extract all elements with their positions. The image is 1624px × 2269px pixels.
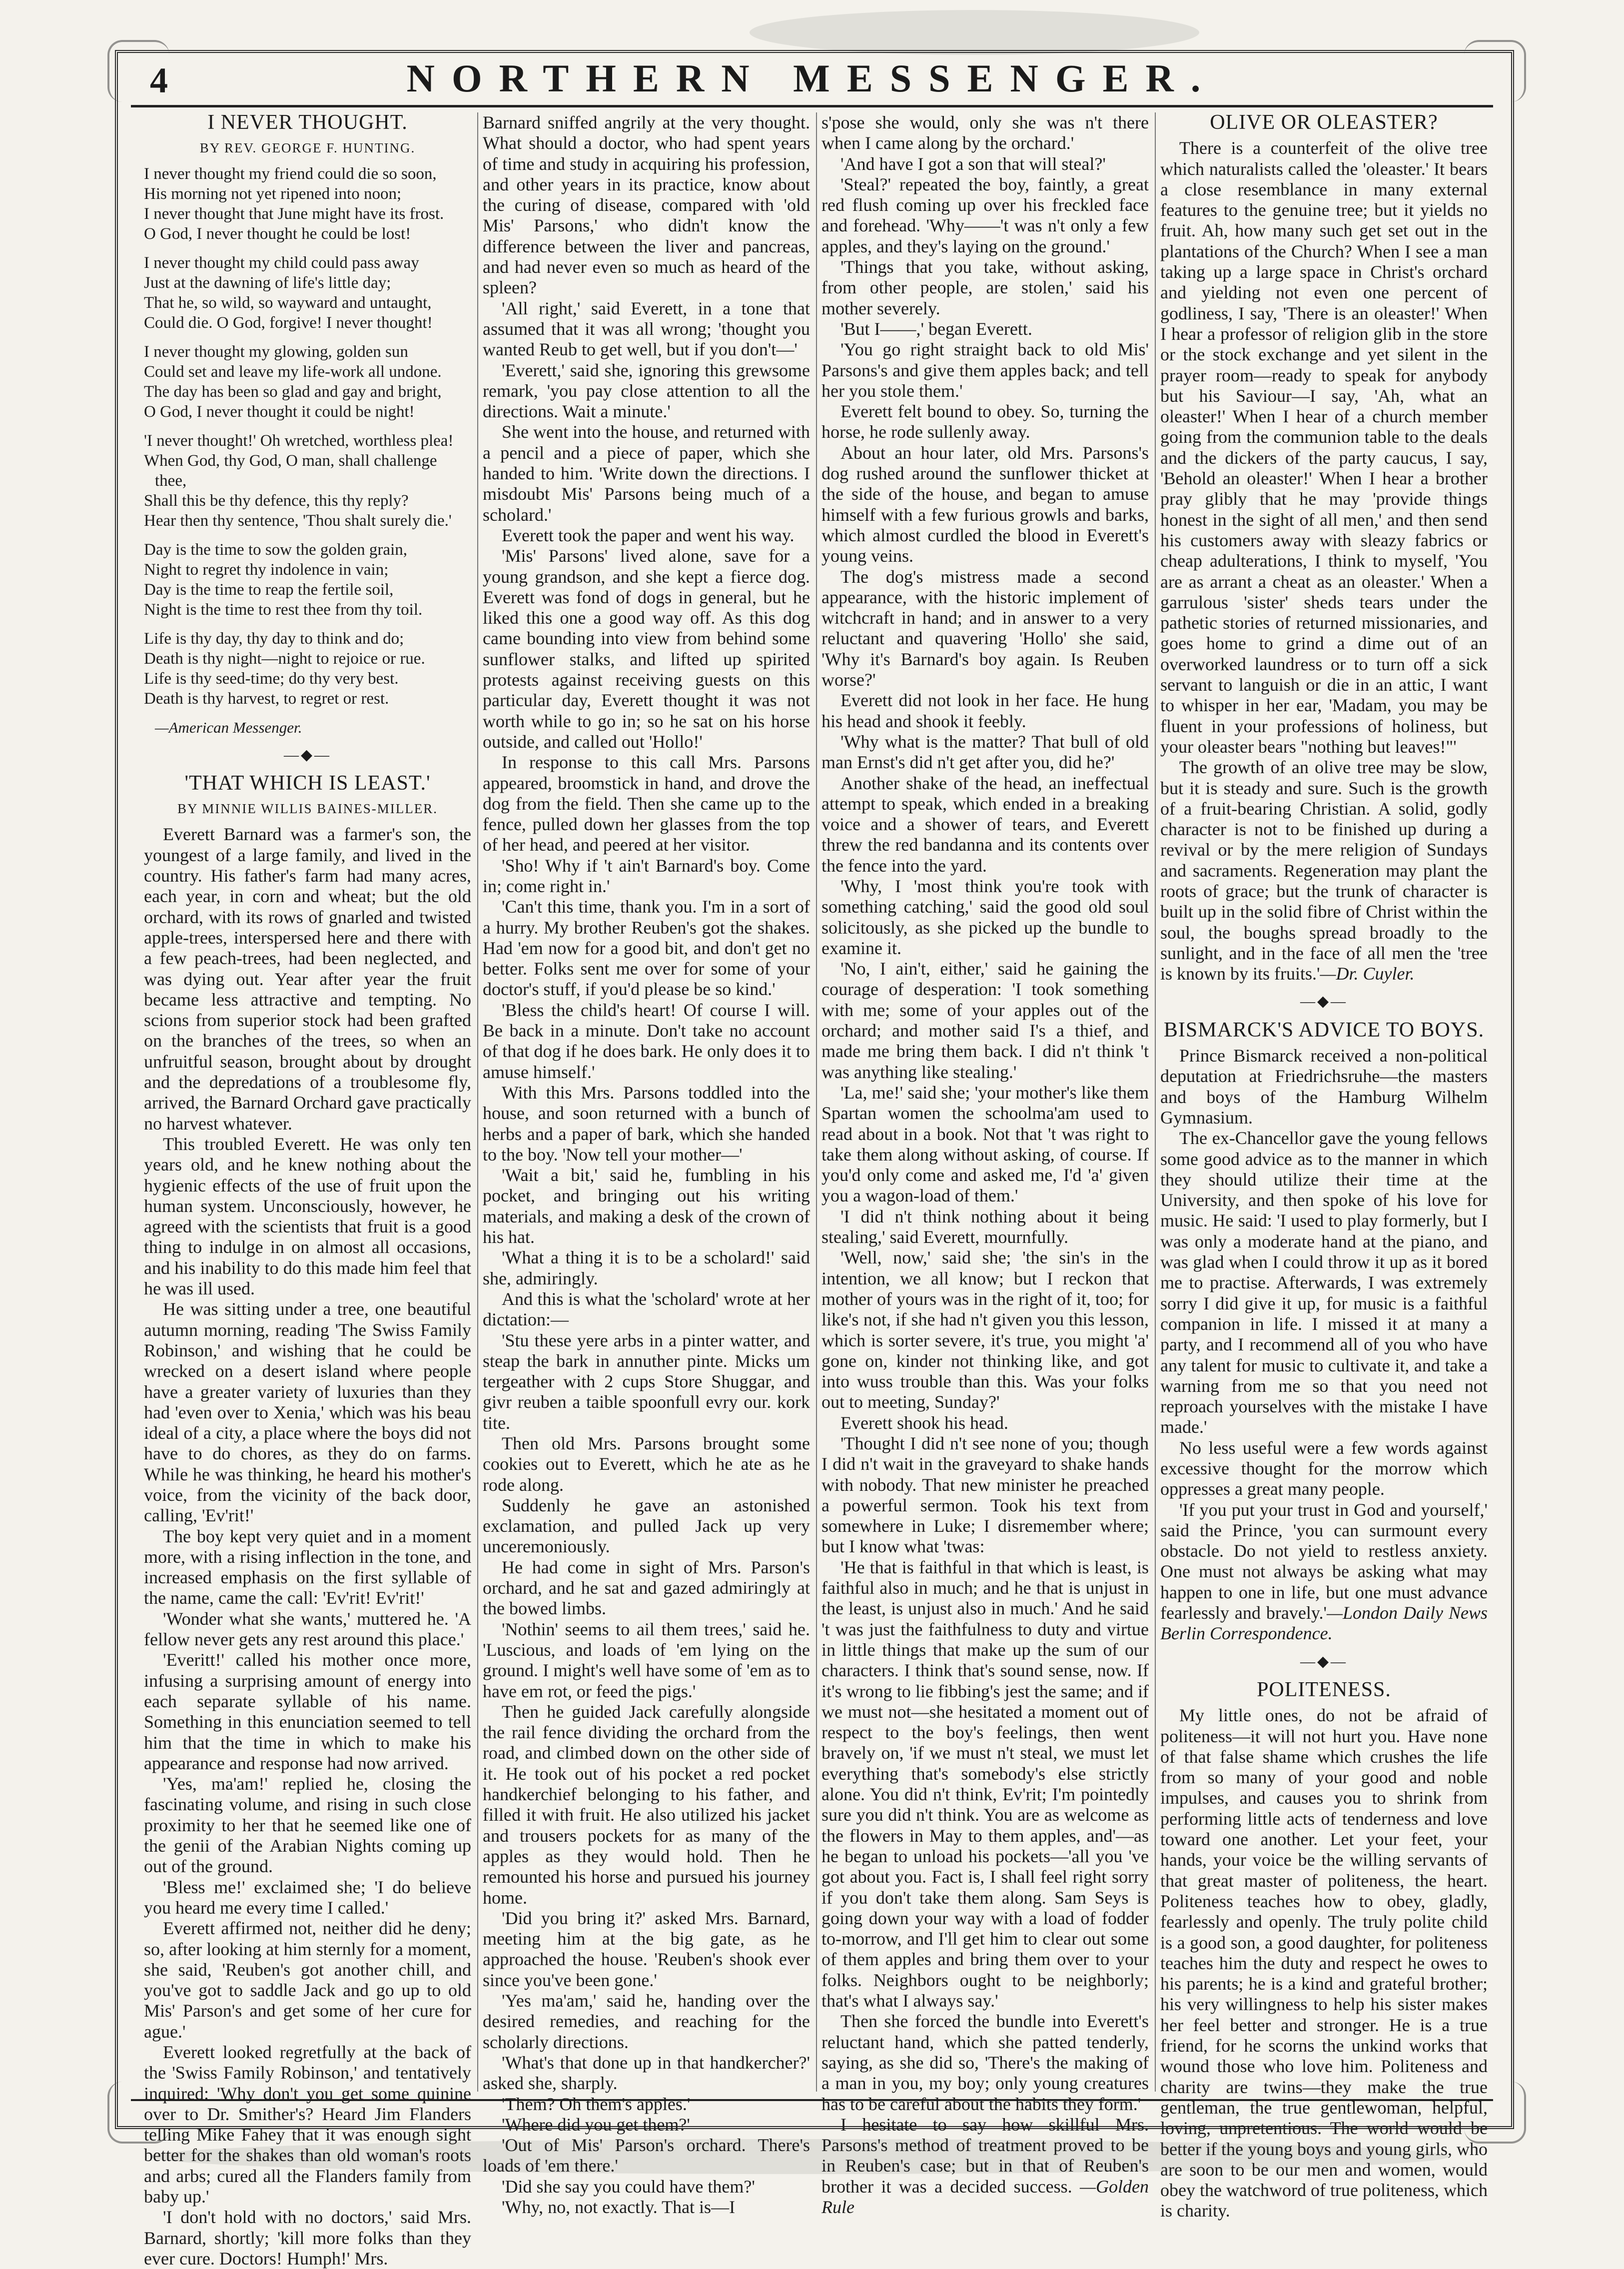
poem-line: Could set and leave my life-work all undone. [144, 362, 442, 381]
olive-source: —Dr. Cuyler. [1320, 964, 1415, 984]
column-divider [1155, 112, 1156, 2092]
column-divider [477, 112, 478, 2092]
poem-line: O God, I never thought he could be lost! [144, 224, 411, 243]
story-source: —Golden Rule [821, 2176, 1149, 2217]
poem-line: I never thought my glowing, golden sun [144, 342, 408, 361]
story-paragraph: 'Bless the child's heart! Of course I will. Be back in a minute. Don't take no account of that dog if he does bark. He only does it to amuse himself.' [483, 1000, 810, 1082]
olive-paragraph: There is a counterfeit of the olive tree which naturalists called the 'oleaster.' It bears a close resemblance in many external features to the genuine tree; but it yields no fruit. Ah, how many such get set out in the plantations of the Church? When I see a man taking up a large space in Christ's orchard and yielding not even one percent of godliness, I say, 'There is an oleaster!' When I hear a professor of religion glib in the store or the stock exchange and yet silent in the prayer room—ready to speak for anybody but his Saviour—I say, 'Ah, what an oleaster!' When I hear of a church member going from the communion table to the deals and the dickers of the party caucus, I say, 'Behold an oleaster!' When I hear a brother pray glibly that he may 'provide things honest in the sight of all men,' and then send his customers away with sleazy fabrics or cheap adulterations, I think to myself, 'You are as arrant a cheat as an oleaster.' When a garrulous 'sister' sheds tears under the pathetic stories of returned missionaries, and goes home to grind a dime out of an overworked laundress or to turn off a sick servant to languish or die in an attic, I want to whisper in her ear, 'Madam, you may be fluent in your professions of holiness, but your oleaster bears "nothing but leaves!"' [1160, 138, 1488, 757]
story-paragraph: About an hour later, old Mrs. Parsons's dog rushed around the sunflower thicket at the side of the house, and began to amuse himself with a few furious growls and barks, which almost curdled the blood in Everett's young veins. [821, 442, 1149, 566]
poem-line: Just at the dawning of life's little day; [144, 273, 391, 292]
story-paragraph: 'Them? Oh them's apples.' [502, 2094, 691, 2114]
story-paragraph: 'Can't this time, thank you. I'm in a sort of a hurry. My brother Reuben's got the shakes. Had 'em now for a good bit, and don't get no better. Folks sent me over for some of your doctor's stuff, if you'd please be so kind.' [483, 897, 810, 1000]
story-paragraph: Another shake of the head, an ineffectual attempt to speak, which ended in a breaking voice and a shower of tears, and Everett threw the red bandanna and its contents over the fence into the yard. [821, 773, 1149, 876]
story-paragraph: 'Everitt!' called his mother once more, infusing a surprising amount of energy into each separate syllable of his name. Something in this enunciation seemed to tell him that the time in which to make his appearance and response had now arrived. [144, 1650, 471, 1773]
section-separator: —◆— [1300, 993, 1348, 1010]
story-paragraph: 'Bless me!' exclaimed she; 'I do believe you heard me every time I called.' [144, 1877, 471, 1918]
olive-title: OLIVE OR OLEASTER? [1210, 111, 1438, 134]
story-paragraph: And this is what the 'scholard' wrote at her dictation:— [483, 1288, 810, 1330]
story-paragraph: s'pose she would, only she was n't there when I came along by the orchard.' [821, 112, 1149, 153]
poem-line: O God, I never thought it could be night! [144, 402, 415, 421]
story-paragraph: This troubled Everett. He was only ten years old, and he knew nothing about the hygienic effects of the use of fruit upon the human system. Unconsciously, however, he agreed with the scientists that fruit is a good thing to indulge in on almost all occasions, and his inability to do this made him feel that he was ill used. [144, 1134, 471, 1299]
story-paragraph: The boy kept very quiet and in a moment more, with a rising inflection in the tone, and increased emphasis on the first syllable of the name, came the call: 'Ev'rit! Ev'rit!' [144, 1526, 471, 1608]
poem-line: I never thought my child could pass away [144, 253, 419, 272]
story-paragraph-text: I hesitate to say how skillful Mrs. Parsons's method of treatment proved to be in Reuben's case; but in that of Reuben's brother it was a decided success. [821, 2114, 1149, 2197]
story-paragraph: 'Did she say you could have them?' [502, 2176, 755, 2197]
politeness-paragraph: My little ones, do not be afraid of politeness—it will not hurt you. Have none of that false shame which crushes the life from so many of your good and noble impulses, and causes you to shrink from performing little acts of tenderness and love toward one another. Let your feet, your hands, your voice be the willing servants of that great master of politeness, the heart. Politeness teaches how to obey, gladly, fearlessly and openly. The truly polite child is a good son, a good daughter, for politeness teaches him the duty and respect he owes to his parents; he is a kind and grateful brother; his very willingness to help his sister makes her feel better and stronger. He is a true friend, for he scorns the unkind works that wound those who love him. Politeness and charity are twins—they make the true gentleman, the true gentlewoman, helpful, loving, unpretentious. The world would be better if the young boys and young girls, who are soon to be our men and women, would obey the watchword of true politeness, which is charity. [1160, 1705, 1488, 2221]
bismarck-paragraph: No less useful were a few words against excessive thought for the morrow which oppresses a great many people. [1160, 1437, 1488, 1499]
poem-line: Day is the time to reap the fertile soil, [144, 580, 394, 599]
poem-stanza [144, 540, 471, 620]
story-paragraph: In response to this call Mrs. Parsons appeared, broomstick in hand, and drove the dog from the field. Then she came up to the fence, pulled down her glasses from the top of her head, and peered at her visitor. [483, 752, 810, 855]
poem-line: Hear then thy sentence, 'Thou shalt surely die.' [144, 511, 452, 530]
story-paragraph: 'Where did you get them?' [502, 2114, 690, 2135]
story-body-col1 [144, 824, 471, 2269]
story-paragraph: Then she forced the bundle into Everett's reluctant hand, which she patted tenderly, saying, as she did so, 'There's the making of a man in you, my boy; only young creatures has to be careful about the habits they form.' [821, 2011, 1149, 2114]
story-paragraph: Everett looked regretfully at the back of the 'Swiss Family Robinson,' and tentatively inquired: 'Why don't you get some quinine over to Dr. Smither's? Heard Jim Flanders telling Mike Fahey that it was enough sight better for the shakes than old woman's roots and arbs; cured all the Flanders family from baby up.' [144, 2042, 471, 2207]
story-paragraph: Everett Barnard was a farmer's son, the youngest of a large family, and lived in the country. His father's farm had many acres, each year, in corn and wheat; but the old orchard, with its rows of gnarled and twisted apple-trees, interspersed here and there with a few peach-trees, had been neglected, and was dying out. Year after year the fruit became less attractive and tempting. No scions from superior stock had been grafted on the branches of the trees, so when an unfruitful season, brought about by drought and the depredations of a troublesome fly, arrived, the Barnard Orchard gave practically no harvest whatever. [144, 824, 471, 1134]
poem-line: Could die. O God, forgive! I never thought! [144, 313, 433, 332]
poem-line: Life is thy seed-time; do thy very best. [144, 669, 399, 688]
story-paragraph: 'Did you bring it?' asked Mrs. Barnard, meeting him at the big gate, as he approached the house. 'Reuben's shook ever since you've been gone.' [483, 1908, 810, 1990]
story-paragraph: 'No, I ain't, either,' said he gaining the courage of desperation: 'I took something with me; some of your apples out of the orchard; and mother said I's a thief, and made me bring them back. I did n't think 't was anything like stealing.' [821, 959, 1149, 1082]
bismarck-paragraph-text: 'If you put your trust in God and yourself,' said the Prince, 'you can surmount every obstacle. Do not yield to restless anxiety. One must not always be asking what may happen to one in life, but one must advance fearlessly and bravely.' [1160, 1499, 1488, 1623]
print-smudge [750, 10, 1199, 55]
poem-line: Shall this be thy defence, this thy reply? [144, 491, 409, 510]
story-paragraph: 'Well, now,' said she; 'the sin's in the intention, we all know; but I reckon that mother of yours was in the right of it, too; for like's not, if she had n't given you this lesson, which is sorter severe, it's true, you might 'a' gone on, kinder not thinking like, and got into wuss trouble than this. Was your folks out to meeting, Sunday?' [821, 1247, 1149, 1412]
story-paragraph: Everett did not look in her face. He hung his head and shook it feebly. [821, 690, 1149, 731]
column-1 [144, 111, 471, 2269]
page-number: 4 [150, 60, 168, 100]
story-byline: BY MINNIE WILLIS BAINES-MILLER. [177, 801, 438, 817]
story-paragraph: 'Out of Mis' Parson's orchard. There's loads of 'em there.' [483, 2135, 810, 2176]
poem-line: Death is thy harvest, to regret or rest. [144, 689, 389, 708]
story-paragraph: 'Wait a bit,' said he, fumbling in his pocket, and bringing out his writing materials, and making a desk of the crown of his hat. [483, 1165, 810, 1247]
story-paragraph: 'Yes ma'am,' said he, handing over the desired remedies, and reaching for the scholarly directions. [483, 1991, 810, 2052]
story-paragraph: 'You go right straight back to old Mis' Parsons's and give them apples back; and tell her you stole them.' [821, 339, 1149, 401]
poem-line: Night is the time to rest thee from thy toil. [144, 600, 423, 619]
poem-title: I NEVER THOUGHT. [207, 111, 408, 134]
story-paragraph: 'Wonder what she wants,' muttered he. 'A fellow never gets any rest around this place.' [144, 1608, 471, 1650]
story-title: 'THAT WHICH IS LEAST.' [184, 771, 431, 795]
story-paragraph: The dog's mistress made a second appearance, with the historic implement of witchcraft in hand; and in answer to a very reluctant and quavering 'Hollo' she said, 'Why it's Barnard's boy again. Is Reuben worse?' [821, 566, 1149, 690]
story-paragraph: 'He that is faithful in that which is least, is faithful also in much; and he that is unjust in the least, is unjust also in much.' And he said 't was just the faithfulness to duty and virtue in little things that make up the sum of our characters. I think that's sound sense, now. If it's wrong to lie fibbing's jest the same; and if we must not—she hesitated a moment out of respect to the boy's feelings, then went bravely on, 'if we must n't steal, we must let everything that's somebody's else strictly alone. You did n't think, Ev'rit; I'm pointedly sure you did n't think. You are as welcome as the flowers in May to them apples, and'—as he began to unload his pockets—'all you 've got about you. Fact is, I shall feel right sorry if you don't take them along. Sam Seys is going down your way with a load of fodder to-morrow, and I'll get him to clear out some of them apples and bring them over to your folks. Neighbors ought to be neighborly; that's what I always say.' [821, 1557, 1149, 2011]
masthead-rule [131, 105, 1493, 107]
story-paragraph: 'But I——,' began Everett. [840, 318, 1032, 339]
poem-stanza [144, 253, 471, 333]
story-paragraph: 'What's that done up in that handkercher?' asked she, sharply. [483, 2052, 810, 2094]
story-paragraph: 'Yes, ma'am!' replied he, closing the fascinating volume, and rising in such close proximity to her that he seemed like one of the genii of the Arabian Nights coming up out of the ground. [144, 1774, 471, 1877]
story-paragraph: With this Mrs. Parsons toddled into the house, and soon returned with a bunch of herbs and a paper of bark, which she handed to the boy. 'Now tell your mother—' [483, 1082, 810, 1164]
poem-line: That he, so wild, so wayward and untaught, [144, 293, 432, 312]
story-paragraph: 'And have I got a son that will steal?' [840, 153, 1106, 174]
story-paragraph: 'I don't hold with no doctors,' said Mrs. Barnard, shortly; 'kill more folks than they ever cure. Doctors! Humph!' Mrs. [144, 2207, 471, 2269]
story-paragraph: He had come in sight of Mrs. Parson's orchard, and he sat and gazed admiringly at the bowed limbs. [483, 1557, 810, 1619]
poem-stanza [144, 629, 471, 709]
poem-line: The day has been so glad and gay and bright, [144, 382, 442, 401]
story-paragraph [821, 2115, 1149, 2218]
story-paragraph: 'Why, I 'most think you're took with something catching,' said the good old soul solicitously, as she picked up the bundle to examine it. [821, 876, 1149, 958]
section-separator: —◆— [283, 746, 332, 763]
story-paragraph: 'La, me!' said she; 'your mother's like them Spartan women the schoolma'am used to read about in a book. Not that 't was right to take them along without asking, of course. If you'd only come and asked me, I'd 'a' given you a wagon-load of them.' [821, 1082, 1149, 1206]
story-paragraph: 'Why, no, not exactly. That is—I [502, 2197, 736, 2217]
column-3 [821, 112, 1149, 2217]
story-paragraph: He was sitting under a tree, one beautiful autumn morning, reading 'The Swiss Family Robinson,' and wishing that he could be wrecked on a desert island where people have a greater variety of luxuries than they had 'even over to Xenia,' which was his beau ideal of a city, a place where the boys did not have to do chores, as they do on farms. While he was thinking, he heard his mother's voice, from the vicinity of the back door, calling, 'Ev'rit!' [144, 1299, 471, 1526]
story-paragraph: She went into the house, and returned with a pencil and a piece of paper, which she handed to him. 'Write down the directions. I misdoubt Mis' Parsons being much of a scholard.' [483, 422, 810, 525]
poem-body [144, 164, 471, 738]
poem-line: I never thought my friend could die so soon, [144, 164, 437, 183]
politeness-title: POLITENESS. [1257, 1678, 1391, 1701]
poem-byline: BY REV. GEORGE F. HUNTING. [199, 140, 416, 156]
story-paragraph: Everett took the paper and went his way. [502, 525, 795, 545]
story-paragraph: 'Mis' Parsons' lived alone, save for a young grandson, and she kept a fierce dog. Everett was fond of dogs in general, but he liked this one a good way off. As this dog came bounding into view from behind some sunflower stalks, and lifted up spirited protests against receiving guests on this particular day, Everett thought it was not worth while to go in; so he sat on his horse outside, and called out 'Hollo!' [483, 546, 810, 752]
poem-line: Death is thy night—night to rejoice or rue. [144, 649, 425, 668]
poem-line: His morning not yet ripened into noon; [144, 184, 402, 203]
story-paragraph: 'Thought I did n't see none of you; though I did n't wait in the graveyard to shake hands with nobody. That new minister he preached a powerful sermon. Took his text from somewhere in Luke; I disremember where; but I know what 'twas: [821, 1433, 1149, 1557]
poem-credit: —American Messenger. [155, 718, 302, 736]
story-paragraph: 'Why what is the matter? That bull of old man Ernst's did n't get after you, did he?' [821, 731, 1149, 773]
column-2 [483, 112, 810, 2217]
section-separator: —◆— [1300, 1653, 1348, 1670]
poem-line: Life is thy day, thy day to think and do; [144, 629, 404, 648]
bismarck-title: BISMARCK'S ADVICE TO BOYS. [1163, 1018, 1485, 1042]
masthead-title: NORTHERN MESSENGER. [406, 56, 1218, 100]
story-paragraph: 'Everett,' said she, ignoring this grewsome remark, 'you pay close attention to all the directions. Wait a minute.' [483, 360, 810, 422]
bismarck-paragraph [1160, 1500, 1488, 1644]
story-paragraph: 'Steal?' repeated the boy, faintly, a great red flush coming up over his freckled face and forehead. 'Why——'t was n't only a few apples, and they's laying on the ground.' [821, 174, 1149, 256]
story-paragraph: 'What a thing it is to be a scholard!' said she, admiringly. [483, 1247, 810, 1288]
story-paragraph: 'Stu these yere arbs in a pinter watter, and steap the bark in annuther pinte. Micks um tergeather with 2 cups Store Shuggar, and givr reuben a taible spoonfull evry our. kork tite. [483, 1330, 810, 1433]
poem-line: 'I never thought!' Oh wretched, worthless plea! [144, 431, 454, 450]
story-paragraph: Then he guided Jack carefully alongside the rail fence dividing the orchard from the road, and climbed down on the other side of it. He took out of his pocket a red pocket handkerchief belonging to his father, and filled it with fruit. He also utilized his jacket and trousers pockets for as many of the apples as they would hold. Then he remounted his horse and pursued his journey home. [483, 1701, 810, 1908]
story-paragraph: 'Things that you take, without asking, from other people, are stolen,' said his mother severely. [821, 257, 1149, 318]
poem-stanza [144, 164, 471, 244]
poem-line: Night to regret thy indolence in vain; [144, 560, 389, 579]
story-paragraph: Barnard sniffed angrily at the very thought. What should a doctor, who had spent years of time and study in acquiring his profession, and other years in its practice, know about the curing of disease, compared with 'old Mis' Parsons,' who didn't know the difference between the liver and pancreas, and had never even so much as heard of the spleen? [483, 112, 810, 298]
olive-paragraph-text: The growth of an olive tree may be slow, but it is steady and sure. Such is the growth of a fruit-bearing Christian. A solid, godly character is not to be finished up during a revival or by the mere religion of Sundays and sacraments. Regeneration may plant the roots of grace; but the trunk of character is built up in the solid fibre of Christ within the soul, the boughs spread broadly to the sunlight, and in the face of all men the 'tree is known by its fruits.' [1160, 757, 1488, 984]
poem-line: Day is the time to sow the golden grain, [144, 540, 407, 559]
poem-line: I never thought that June might have its frost. [144, 204, 444, 223]
story-paragraph: Then old Mrs. Parsons brought some cookies out to Everett, which he ate as he rode along. [483, 1433, 810, 1495]
story-paragraph: 'Nothin' seems to ail them trees,' said he. 'Luscious, and loads of 'em lying on the ground. I might's well have some of 'em as to have em rot, or feed the pigs.' [483, 1619, 810, 1701]
poem-stanza [144, 342, 471, 422]
column-divider [816, 112, 817, 2092]
story-paragraph: 'All right,' said Everett, in a tone that assumed that it was all wrong; 'thought you wanted Reub to get well, but if you don't—' [483, 298, 810, 360]
poem-stanza [144, 431, 471, 531]
story-paragraph: 'Sho! Why if 't ain't Barnard's boy. Come in; come right in.' [483, 855, 810, 896]
bismarck-paragraph: Prince Bismarck received a non-political deputation at Friedrichsruhe—the masters and boys of the Hamburg Wilhelm Gymnasium. [1160, 1046, 1488, 1128]
bismarck-source: —London Daily News Berlin Correspondence. [1160, 1603, 1488, 1644]
story-paragraph: Everett shook his head. [840, 1412, 1008, 1433]
story-paragraph: 'I did n't think nothing about it being stealing,' said Everett, mournfully. [821, 1206, 1149, 1247]
column-4 [1160, 111, 1488, 2221]
story-paragraph: Suddenly he gave an astonished exclamation, and pulled Jack up very unceremoniously. [483, 1495, 810, 1557]
bismarck-paragraph: The ex-Chancellor gave the young fellows some good advice as to the manner in which they should utilize their time at the University, and then spoke of his love for music. He said: 'I used to play formerly, but I was only a moderate hand at the piano, and was glad when I could throw it up as it bored me to practise. Afterwards, I was extremely sorry I did give it up, for music is a faithful companion in life. I missed it at many a party, and I recommend all of you who have any talent for music to cultivate it, and take a warning from me so that you need not reproach yourselves with the mistake I have made.' [1160, 1128, 1488, 1437]
olive-paragraph [1160, 757, 1488, 984]
poem-line: When God, thy God, O man, shall challenge thee, [144, 451, 437, 490]
story-paragraph: Everett felt bound to obey. So, turning the horse, he rode sullenly away. [821, 401, 1149, 442]
story-paragraph: Everett affirmed not, neither did he deny; so, after looking at him sternly for a moment, she said, 'Reuben's got another chill, and you've got to saddle Jack and go up to old Mis' Parson's and get some of her cure for ague.' [144, 1918, 471, 2042]
